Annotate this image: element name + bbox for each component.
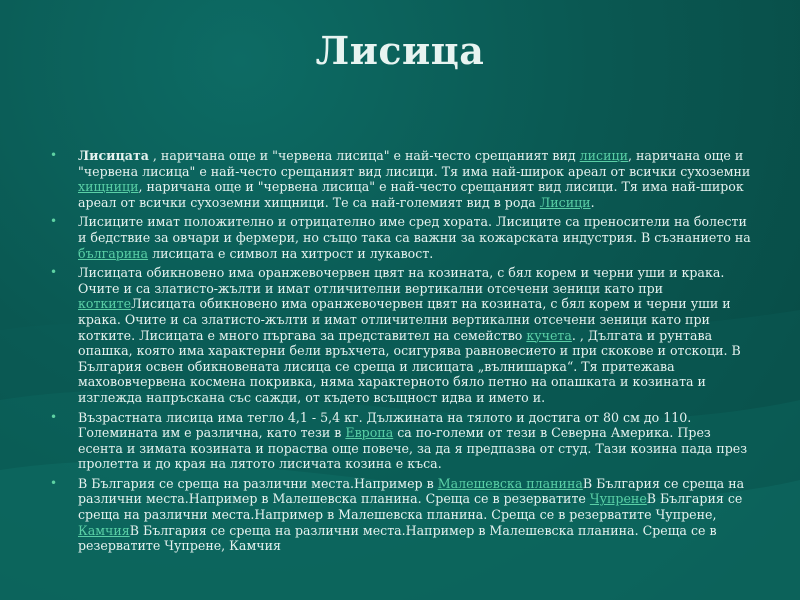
text: В България се среща на различни места.Например в Малешевска планина. Среща се в резерватите [78,475,745,507]
text: В България се среща на различни места.Например в Малешевска планина. Среща се в резерватите Чупрене, [78,491,743,523]
link-kucheta[interactable]: кучета [526,327,572,343]
text: , наричана още и "червена лисица" е най-често срещаният вид лисици. Тя има най-широк ареал от всички сухоземни [78,148,751,179]
paragraph-4 [50,410,754,472]
link-maleshevska-planina[interactable]: Малешевска планина [437,475,583,491]
text: . [590,194,595,210]
link-chuprene[interactable]: Чупрене [589,491,647,507]
link-evropa[interactable]: Европа [345,425,394,441]
paragraph-5 [50,476,754,554]
paragraph-2 [50,214,754,261]
link-hishtnitsi[interactable]: хищници [78,179,139,195]
text: Лисиците имат положително и отрицателно име сред хората. Лисиците са преносители на болести и бедствие за овчари и фермери, но също така са важни за кожарската индустрия. В съзнанието на [78,214,751,245]
bullet-icon: • [50,214,58,229]
text: В България се среща на различни места.Например в Малешевска планина. Среща се в резерватите Чупрене, Камчия [78,522,717,554]
link-kotkite[interactable]: котките [78,296,132,312]
link-lisitsi[interactable]: лисици [579,148,628,163]
slide-title: Лисица [315,28,485,73]
text: , наричана още и "червена лисица" е най-често срещаният вид [148,148,580,163]
text: лисицата е символ на хитрост и лукавост. [148,245,434,261]
paragraph-1 [50,148,754,210]
text: Възрастната лисица има тегло 4,1 - 5,4 кг. Дължината на тялото и достига от 80 см до 110. Големината им е различна, като тези в [78,409,692,441]
slide-content-list [50,148,754,558]
text: са по-големи от тези в Северна Америка. През есента и зимата козината и пораства още повече, за да я предпазва от студ. Тази козина пада през пролетта и до края на лятото лисичата козина е къса. [78,425,748,472]
text: Лисицата обикновено има оранжевочервен цвят на козината, с бял корем и черни уши и крака. Очите и са златисто-жълти и имат отличителни вертикални отсечени зеници като при котките. Лисицата е много пъргава за представител на семейство [78,296,731,343]
text: Лисицата обикновено има оранжевочервен цвят на козината, с бял корем и черни уши и крака. Очите и са златисто-жълти и имат отличителни вертикални отсечени зеници като при [78,265,725,296]
link-kamchia[interactable]: Камчия [78,522,130,538]
paragraph-3 [50,265,754,405]
text: . , Дългата и рунтава опашка, която има характерни бели връхчета, осигурява равновесието и при скокове и отскоци. В България освен обикновената лисица се среща и лисицата „вълнишарка“. Тя притежава махововчервена космена покривка, няма характерното бяло петно на опашката и козината и изглежда напръскана със сажди, от където всъщност идва и името и. [78,327,741,405]
bullet-icon: • [50,409,58,424]
bullet-icon: • [50,265,58,280]
bullet-icon: • [50,475,58,490]
link-lisitsi-genus[interactable]: Лисици [539,194,591,210]
term-bold: Лисицата [78,148,149,163]
text: , наричана още и "червена лисица" е най-често срещаният вид лисици. Тя има най-широк ареал от всички сухоземни хищници. Те са най-големият вид в рода [78,179,744,210]
link-bulgarina[interactable]: българина [78,245,149,261]
text: В България се среща на различни места.Например в [78,475,438,491]
bullet-icon: • [50,148,58,162]
